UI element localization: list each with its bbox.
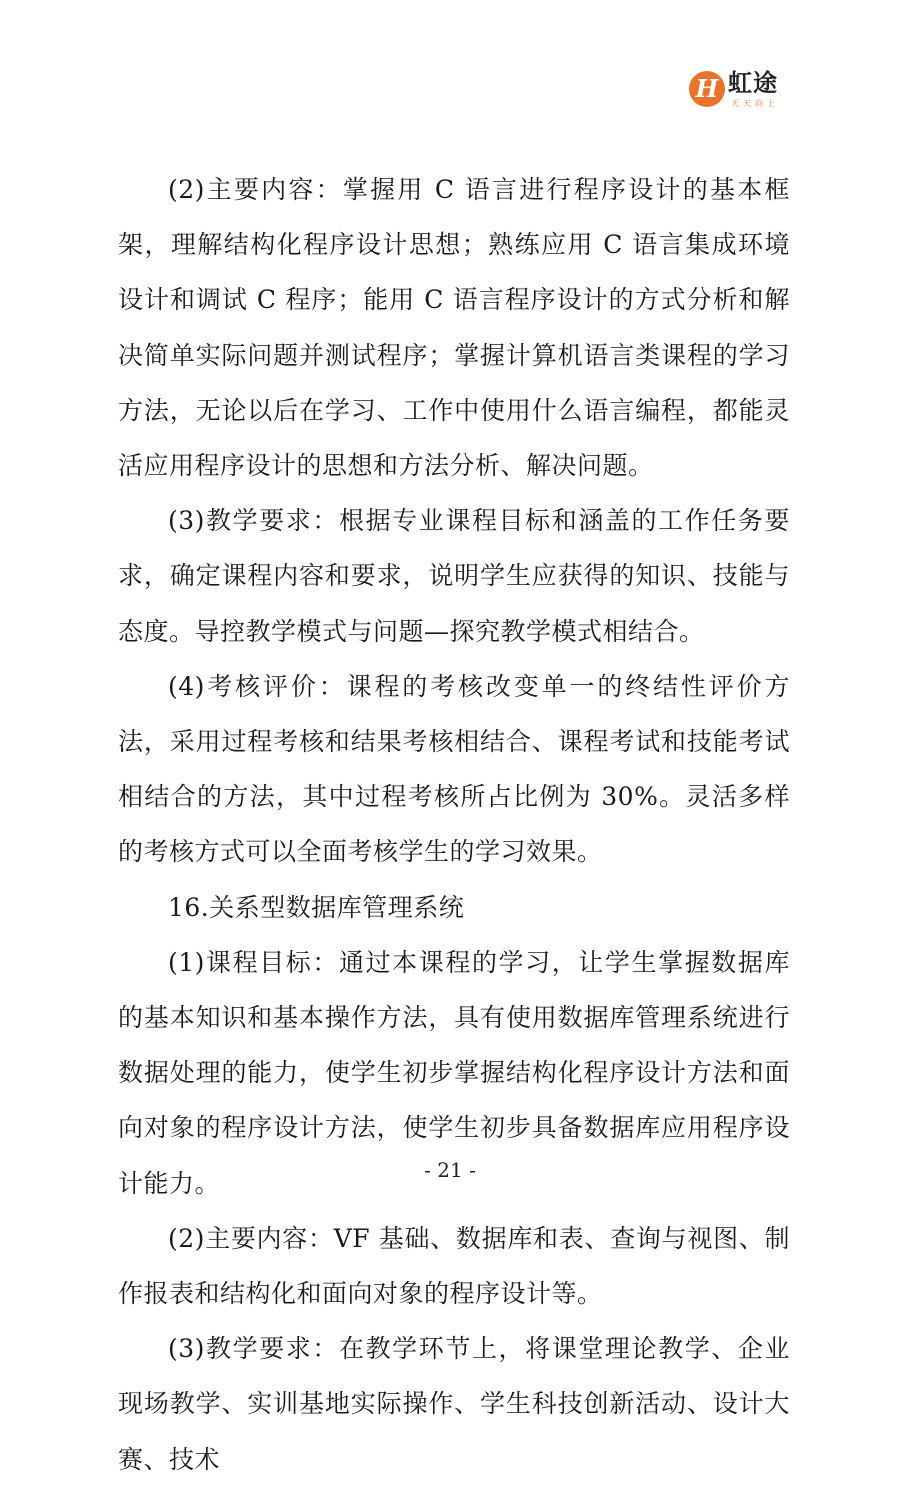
paragraph-main-content-db: (2)主要内容：VF 基础、数据库和表、查询与视图、制作报表和结构化和面向对象的程序设计等。 xyxy=(118,1223,790,1309)
section-heading-rdbms: 16.关系型数据库管理系统 xyxy=(168,892,465,922)
paragraph-teaching-requirements-c: (3)教学要求：根据专业课程目标和涵盖的工作任务要求，确定课程内容和要求，说明学生应获得的知识、技能与态度。导控教学模式与问题—探究教学模式相结合。 xyxy=(118,506,790,646)
paragraph-assessment-c: (4)考核评价：课程的考核改变单一的终结性评价方法，采用过程考核和结果考核相结合、课程考试和技能考试相结合的方法，其中过程考核所占比例为 30%。灵活多样的考核方式可以全面考核学生的学习效果。 xyxy=(118,671,790,867)
brand-logo-glyph: H xyxy=(695,74,719,103)
page-number: - 21 - xyxy=(424,1158,476,1182)
brand-logo xyxy=(688,70,808,110)
brand-name: 虹途 xyxy=(728,69,778,97)
document-body xyxy=(118,162,790,1487)
paragraph-teaching-requirements-db: (3)教学要求：在教学环节上，将课堂理论教学、企业现场教学、实训基地实际操作、学生科技创新活动、设计大赛、技术 xyxy=(118,1334,790,1474)
brand-slogan: 天天向上 xyxy=(731,99,779,108)
paragraph-main-content-c: (2)主要内容：掌握用 C 语言进行程序设计的基本框架，理解结构化程序设计思想；熟练应用 C 语言集成环境设计和调试 C 程序；能用 C 语言程序设计的方式分析和解决简单实际问题并测试程序；掌握计算机语言类课程的学习方法，无论以后在学习、工作中使用什么语言编程，都能灵活应用程序设计的思想和方法分析、解决问题。 xyxy=(118,175,790,481)
paragraph-course-objectives-db: (1)课程目标：通过本课程的学习，让学生掌握数据库的基本知识和基本操作方法，具有使用数据库管理系统进行数据处理的能力，使学生初步掌握结构化程序设计方法和面向对象的程序设计方法，使学生初步具备数据库应用程序设计能力。 xyxy=(118,947,790,1198)
brand-logo-icon xyxy=(688,70,726,108)
